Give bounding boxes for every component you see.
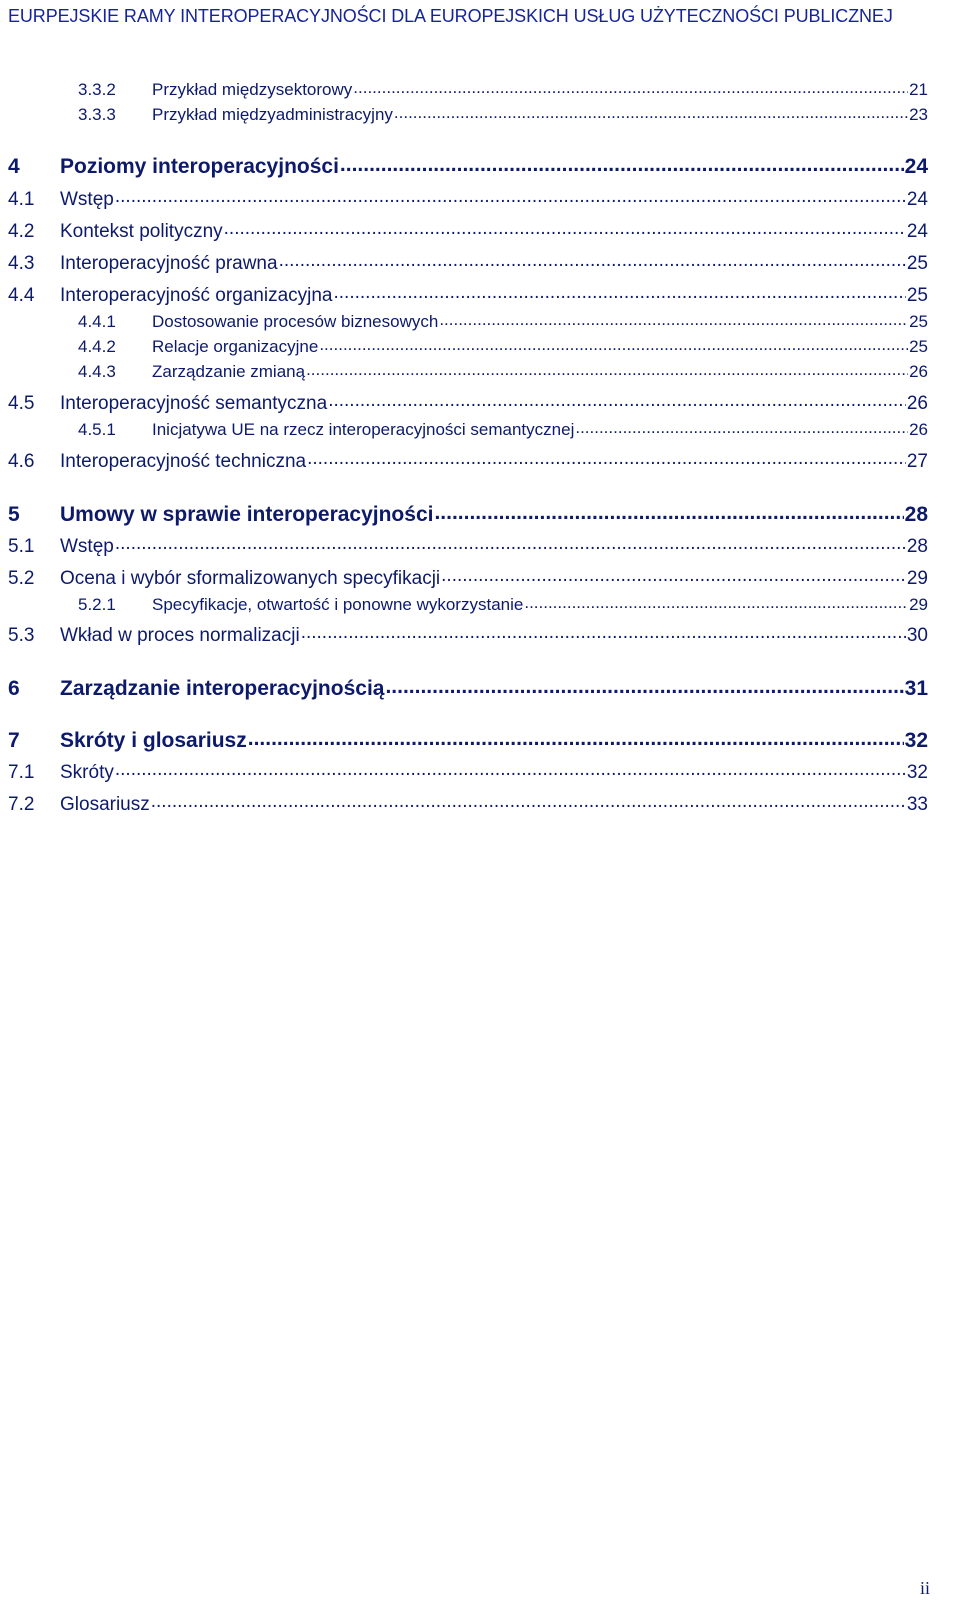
dot-leader	[439, 310, 908, 327]
toc-entry-page: 31	[904, 677, 928, 700]
toc-entry-title: Relacje organizacyjne	[152, 337, 319, 356]
toc-entry-title: Ocena i wybór sformalizowanych specyfikacji	[60, 568, 441, 589]
toc-entry-page: 27	[906, 451, 928, 472]
toc-entry-page: 25	[909, 337, 928, 356]
toc-entry[interactable]	[8, 759, 928, 784]
toc-entry-number: 7.2	[8, 794, 35, 815]
toc-entry-title: Interoperacyjność prawna	[60, 253, 278, 274]
toc-entry-number: 4	[8, 155, 20, 178]
toc-entry-number: 4.1	[8, 189, 35, 210]
toc-entry[interactable]	[8, 622, 928, 647]
toc-entry-page: 28	[906, 536, 928, 557]
toc-entry-number: 7	[8, 729, 20, 752]
toc-entry-page: 23	[909, 105, 928, 124]
toc-entry-page: 26	[906, 393, 928, 414]
toc-entry-title: Wstęp	[60, 189, 114, 210]
toc-entry-number: 4.4.3	[78, 362, 116, 381]
toc-entry[interactable]	[8, 390, 928, 415]
toc-entry-title: Dostosowanie procesów biznesowych	[152, 312, 439, 331]
toc-entry-number: 4.2	[8, 221, 35, 242]
toc-entry[interactable]	[8, 250, 928, 275]
toc-entry-title: Inicjatywa UE na rzecz interoperacyjności semantycznej	[152, 420, 575, 439]
dot-leader	[151, 791, 906, 810]
toc-entry-page: 32	[904, 729, 928, 752]
toc-entry-number: 4.4.2	[78, 337, 116, 356]
toc-entry-page: 32	[906, 762, 928, 783]
toc-entry[interactable]	[78, 593, 960, 615]
toc-entry[interactable]	[78, 103, 960, 125]
toc-entry-title: Zarządzanie zmianą	[152, 362, 306, 381]
toc-entry-number: 6	[8, 677, 20, 700]
toc-entry-page: 25	[906, 285, 928, 306]
toc-entry-title: Poziomy interoperacyjności	[60, 155, 339, 178]
toc-entry-number: 3.3.2	[78, 80, 116, 99]
toc-entry-page: 29	[909, 595, 928, 614]
toc-entry-page: 25	[909, 312, 928, 331]
toc-entry-page: 25	[906, 253, 928, 274]
toc-entry-title: Interoperacyjność techniczna	[60, 451, 307, 472]
toc-entry[interactable]	[8, 674, 928, 701]
toc-entry-title: Skróty i glosariusz	[60, 729, 247, 752]
toc-entry-title: Wstęp	[60, 536, 114, 557]
toc-entry-title: Interoperacyjność organizacyjna	[60, 285, 333, 306]
dot-leader	[575, 418, 908, 435]
toc-entry[interactable]	[8, 218, 928, 243]
toc-entry-title: Przykład międzysektorowy	[152, 80, 353, 99]
toc-entry-number: 5.2.1	[78, 595, 116, 614]
dot-leader	[301, 622, 906, 641]
toc-entry-number: 5	[8, 503, 20, 526]
toc-entry[interactable]	[8, 500, 928, 527]
toc-entry-title: Wkład w proces normalizacji	[60, 625, 300, 646]
toc-entry[interactable]	[8, 726, 928, 753]
dot-leader	[353, 78, 908, 95]
toc-entry[interactable]	[8, 282, 928, 307]
toc-entry-page: 21	[909, 80, 928, 99]
toc-entry-number: 3.3.3	[78, 105, 116, 124]
toc-entry-number: 4.4	[8, 285, 35, 306]
dot-leader	[434, 500, 903, 521]
toc-entry-page: 24	[906, 189, 928, 210]
dot-leader	[115, 186, 906, 205]
toc-entry-number: 5.2	[8, 568, 35, 589]
toc-entry-number: 4.5.1	[78, 420, 116, 439]
toc-entry[interactable]	[78, 78, 960, 100]
dot-leader	[334, 282, 906, 301]
dot-leader	[307, 448, 906, 467]
dot-leader	[319, 335, 908, 352]
toc-entry-number: 4.4.1	[78, 312, 116, 331]
toc-entry[interactable]	[78, 418, 960, 440]
toc-entry-title: Umowy w sprawie interoperacyjności	[60, 503, 434, 526]
toc-entry[interactable]	[8, 533, 928, 558]
dot-leader	[306, 360, 908, 377]
toc-entry-page: 26	[909, 362, 928, 381]
running-header: EURPEJSKIE RAMY INTEROPERACYJNOŚCI DLA EUROPEJSKICH USŁUG UŻYTECZNOŚCI PUBLICZNEJ	[8, 6, 893, 26]
toc-entry-title: Przykład międzyadministracyjny	[152, 105, 393, 124]
dot-leader	[394, 103, 908, 120]
dot-leader	[115, 759, 906, 778]
toc-entry-number: 7.1	[8, 762, 35, 783]
toc-entry-title: Kontekst polityczny	[60, 221, 223, 242]
toc-entry-page: 24	[904, 155, 928, 178]
toc-entry-title: Glosariusz	[60, 794, 150, 815]
toc-entry-title: Zarządzanie interoperacyjnością	[60, 677, 385, 700]
dot-leader	[115, 533, 906, 552]
toc-entry-number: 5.1	[8, 536, 35, 557]
dot-leader	[524, 593, 908, 610]
toc-entry-page: 26	[909, 420, 928, 439]
toc-entry-page: 29	[906, 568, 928, 589]
toc-entry[interactable]	[78, 335, 960, 357]
toc-entry-number: 4.5	[8, 393, 35, 414]
dot-leader	[340, 152, 904, 173]
toc-entry-page: 24	[906, 221, 928, 242]
dot-leader	[279, 250, 906, 269]
toc-entry[interactable]	[8, 186, 928, 211]
toc-entry-title: Skróty	[60, 762, 114, 783]
dot-leader	[441, 565, 906, 584]
toc-entry[interactable]	[78, 360, 960, 382]
toc-entry[interactable]	[8, 448, 928, 473]
toc-entry[interactable]	[8, 791, 928, 816]
dot-leader	[385, 674, 903, 695]
dot-leader	[248, 726, 904, 747]
toc-entry-page: 28	[904, 503, 928, 526]
toc-entry-page: 33	[906, 794, 928, 815]
dot-leader	[224, 218, 906, 237]
toc-entry-number: 4.6	[8, 451, 35, 472]
toc-entry-number: 5.3	[8, 625, 35, 646]
toc-entry-number: 4.3	[8, 253, 35, 274]
toc-entry-title: Interoperacyjność semantyczna	[60, 393, 328, 414]
toc-entry[interactable]	[78, 310, 960, 332]
toc-entry[interactable]	[8, 565, 928, 590]
toc-entry[interactable]	[8, 152, 928, 179]
page-number: ii	[919, 1578, 930, 1598]
toc-entry-page: 30	[906, 625, 928, 646]
dot-leader	[328, 390, 906, 409]
toc-entry-title: Specyfikacje, otwartość i ponowne wykorzystanie	[152, 595, 524, 614]
